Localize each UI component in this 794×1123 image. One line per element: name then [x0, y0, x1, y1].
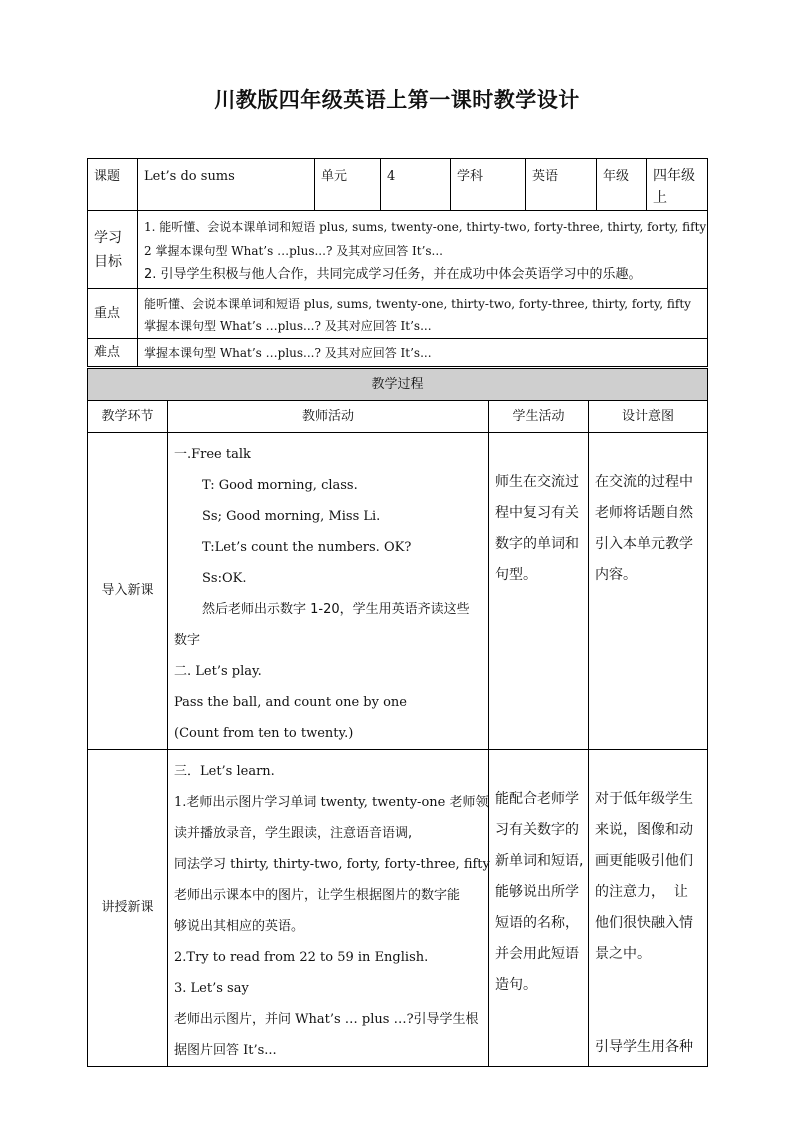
intent-line: 的注意力， 让 — [595, 884, 688, 900]
teacher-line: Pass the ball, and count one by one — [174, 695, 407, 710]
teacher-line: 3. Let’s say — [174, 981, 249, 996]
grade-value: 四年级上 — [647, 159, 708, 211]
teacher-line: 然后老师出示数字 1-20，学生用英语齐读这些 — [202, 602, 470, 617]
focus-line: 掌握本课句型 What’s …plus...? 及其对应回答 It’s... — [144, 319, 432, 333]
teacher-line: 二. Let’s play. — [174, 664, 262, 679]
teaching-process-table — [87, 368, 708, 1067]
teacher-line: 1.老师出示图片学习单词 twenty, twenty-one 老师领 — [174, 795, 489, 810]
intent-line: 在交流的过程中 — [595, 474, 693, 490]
teacher-line: T:Let’s count the numbers. OK? — [202, 540, 412, 555]
teacher-line: 三．Let’s learn. — [174, 764, 275, 779]
design-intent-new-lesson — [589, 750, 708, 1067]
grade-label: 年级 — [597, 159, 647, 211]
difficulty-text: 掌握本课句型 What’s …plus...? 及其对应回答 It’s... — [138, 339, 708, 367]
student-line: 能配合老师学 — [495, 791, 579, 807]
teacher-line: 2.Try to read from 22 to 59 in English. — [174, 950, 429, 965]
student-line: 程中复习有关 — [495, 505, 579, 521]
topic-value: Let’s do sums — [138, 159, 315, 211]
intent-line: 他们很快融入情 — [595, 915, 693, 931]
student-line: 新单词和短语, — [495, 853, 584, 869]
goals-label: 学习目标 — [88, 211, 138, 289]
intent-line: 景之中。 — [595, 946, 651, 962]
teacher-line: 一.Free talk — [174, 447, 251, 462]
intent-line: 老师将话题自然 — [595, 505, 693, 521]
intent-line: 引导学生用各种 — [595, 1039, 693, 1055]
intent-line: 来说，图像和动 — [595, 822, 693, 838]
student-line: 数字的单词和 — [495, 536, 579, 552]
column-header-student: 学生活动 — [489, 401, 589, 433]
teacher-line: 读并播放录音，学生跟读，注意语音语调, — [174, 826, 413, 841]
student-activity-new-lesson — [489, 750, 589, 1067]
difficulty-label: 难点 — [88, 339, 138, 367]
teacher-line: T: Good morning, class. — [202, 478, 358, 493]
column-header-stage: 教学环节 — [88, 401, 168, 433]
student-line: 能够说出所学 — [495, 884, 579, 900]
unit-label: 单元 — [315, 159, 381, 211]
teacher-line: 老师出示图片，并问 What’s … plus …?引导学生根 — [174, 1012, 479, 1027]
focus-line: 能听懂、会说本课单词和短语 plus, sums, twenty-one, thirty-two, forty-three, thirty, forty, fifty — [144, 297, 691, 311]
student-activity-intro — [489, 433, 589, 750]
intent-spacer — [595, 1001, 701, 1032]
design-intent-intro — [589, 433, 708, 750]
intent-line: 对于低年级学生 — [595, 791, 693, 807]
teacher-line: 据图片回答 It’s... — [174, 1043, 277, 1058]
teacher-line: 老师出示课本中的图片，让学生根据图片的数字能 — [174, 888, 461, 903]
teacher-activity-new-lesson — [168, 750, 489, 1067]
intent-spacer — [595, 970, 701, 1001]
teacher-line: (Count from ten to twenty.) — [174, 726, 354, 741]
teacher-line: 同法学习 thirty, thirty-two, forty, forty-three, fifty — [174, 857, 490, 872]
column-header-teacher: 教师活动 — [168, 401, 489, 433]
lesson-info-table — [87, 158, 708, 367]
subject-value: 英语 — [526, 159, 597, 211]
student-line: 短语的名称， — [495, 915, 579, 931]
intent-line: 引入本单元教学 — [595, 536, 693, 552]
unit-value: 4 — [381, 159, 451, 211]
teacher-activity-intro — [168, 433, 489, 750]
stage-intro: 导入新课 — [88, 433, 168, 750]
column-header-intent: 设计意图 — [589, 401, 708, 433]
teacher-line: 够说出其相应的英语。 — [174, 919, 305, 934]
teacher-line: Ss; Good morning, Miss Li. — [202, 509, 381, 524]
focus-label: 重点 — [88, 289, 138, 339]
document-title: 川教版四年级英语上第一课时教学设计 — [214, 88, 580, 112]
student-line: 并会用此短语 — [495, 946, 579, 962]
goal-line: 1. 能听懂、会说本课单词和短语 plus, sums, twenty-one, thirty-two, forty-three, thirty, forty, fifty — [144, 220, 707, 234]
stage-new-lesson: 讲授新课 — [88, 750, 168, 1067]
topic-label: 课题 — [88, 159, 138, 211]
goals-content — [138, 211, 708, 289]
subject-label: 学科 — [451, 159, 526, 211]
focus-content — [138, 289, 708, 339]
student-line: 师生在交流过 — [495, 474, 579, 490]
student-line: 习有关数字的 — [495, 822, 579, 838]
goal-line: 2 掌握本课句型 What’s …plus...? 及其对应回答 It’s... — [144, 244, 443, 258]
process-header: 教学过程 — [88, 369, 708, 401]
intent-line: 画更能吸引他们 — [595, 853, 693, 869]
student-line: 句型。 — [495, 567, 537, 583]
goal-line: 2. 引导学生积极与他人合作，共同完成学习任务，并在成功中体会英语学习中的乐趣。 — [144, 267, 642, 282]
intent-line: 内容。 — [595, 567, 637, 583]
teacher-line: Ss:OK. — [202, 571, 247, 586]
teacher-line: 数字 — [174, 633, 201, 648]
student-line: 造句。 — [495, 977, 537, 993]
